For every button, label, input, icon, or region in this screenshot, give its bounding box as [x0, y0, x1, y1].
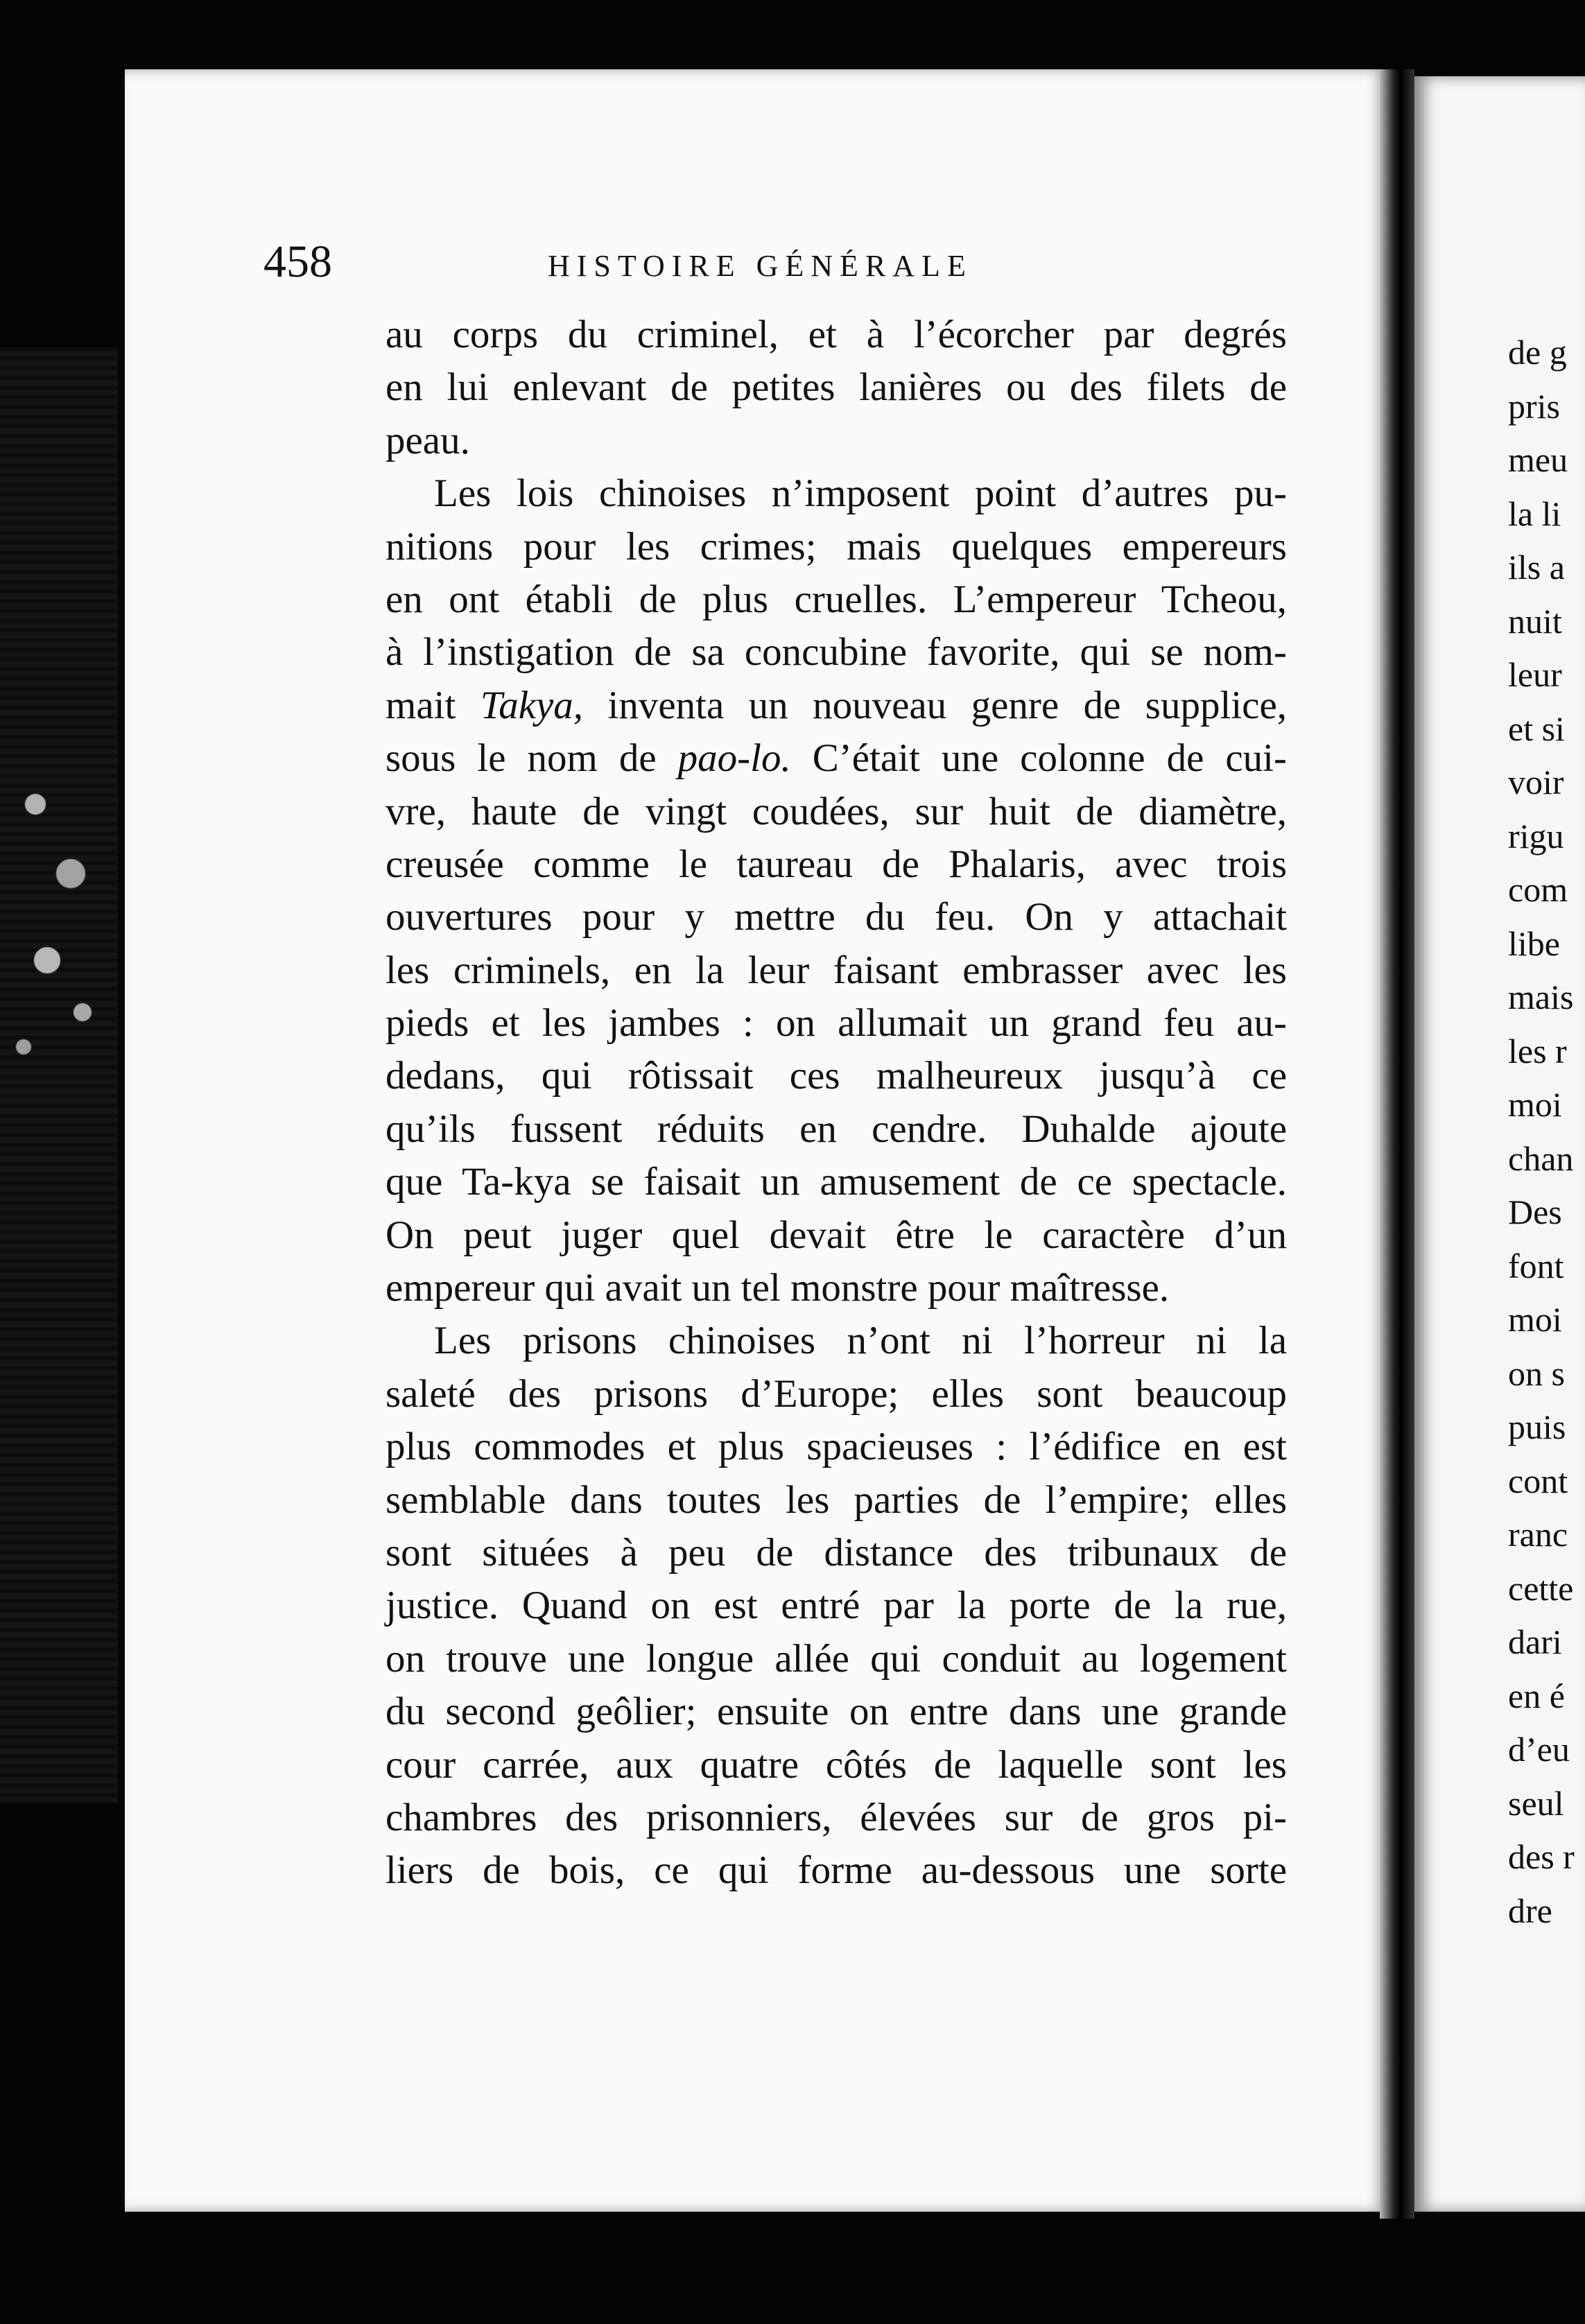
text-segment: mait — [386, 683, 480, 727]
facing-text-line: puis — [1508, 1407, 1566, 1446]
facing-text-line: les r — [1508, 1031, 1567, 1070]
facing-text-line: et si — [1508, 709, 1565, 748]
text-line: justice. Quand on est entré par la porte de la rue, — [386, 1584, 1287, 1628]
text-segment: inventa un nouveau genre de supplice, — [583, 683, 1288, 727]
facing-text-line: la li — [1508, 494, 1561, 533]
facing-text-line: d’eu — [1508, 1730, 1570, 1769]
facing-text-line: pris — [1508, 386, 1560, 426]
paragraph-start-line: Les prisons chinoises n’ont ni l’horreur ni la — [434, 1319, 1287, 1363]
text-line — [386, 679, 1287, 732]
text-line: pieds et les jambes : on allumait un grand feu au- — [386, 1001, 1287, 1046]
facing-text-line: dari — [1508, 1622, 1562, 1661]
facing-text-line: mais — [1508, 978, 1574, 1016]
page-number: 458 — [263, 236, 332, 287]
facing-text-line: leur — [1508, 655, 1562, 694]
facing-text-line: de g — [1508, 333, 1567, 372]
text-segment: C’était une colonne de cui- — [790, 736, 1288, 781]
text-line — [386, 732, 1287, 785]
running-head — [263, 236, 1290, 291]
text-line: chambres des prisonniers, élevées sur de gros pi- — [386, 1795, 1287, 1839]
facing-text-line: meu — [1508, 440, 1568, 479]
text-line: ouvertures pour y mettre du feu. On y attachait — [386, 895, 1287, 939]
facing-text-line: font — [1508, 1246, 1564, 1285]
text-line: en lui enlevant de petites lanières ou des filets de — [386, 365, 1287, 410]
facing-text-line: ils a — [1508, 548, 1565, 587]
italic-name-takya: Takya, — [480, 683, 584, 727]
facing-text-line: chan — [1508, 1138, 1574, 1178]
text-line: On peut juger quel devait être le caractère d’un — [386, 1213, 1287, 1257]
facing-text-line: seul — [1508, 1783, 1564, 1823]
facing-text-line: dre — [1508, 1891, 1552, 1930]
text-segment: sous le nom de — [386, 736, 678, 781]
facing-text-line: des r — [1508, 1837, 1575, 1876]
text-line: plus commodes et plus spacieuses : l’édifice en est — [386, 1425, 1287, 1469]
facing-text-line: ranc — [1508, 1515, 1568, 1554]
facing-text-line: nuit — [1508, 601, 1562, 641]
facing-page-text — [1508, 326, 1585, 1938]
scan-artifact — [0, 735, 118, 1082]
facing-text-line: moi — [1508, 1085, 1562, 1124]
facing-text-line: voir — [1508, 763, 1564, 801]
text-line: cour carrée, aux quatre côtés de laquelle sont les — [386, 1742, 1287, 1787]
text-line: peau. — [386, 418, 470, 462]
text-line: du second geôlier; ensuite on entre dans une grande — [386, 1690, 1287, 1734]
text-line: semblable dans toutes les parties de l’empire; elles — [386, 1477, 1287, 1522]
text-line: au corps du criminel, et à l’écorcher par degrés — [386, 313, 1287, 356]
text-line: saleté des prisons d’Europe; elles sont beaucoup — [386, 1371, 1287, 1416]
text-line: sont situées à peu de distance des tribunaux de — [386, 1530, 1287, 1575]
text-line: dedans, qui rôtissait ces malheureux jusqu’à ce — [386, 1054, 1287, 1098]
running-title: HISTOIRE GÉNÉRALE — [548, 249, 973, 283]
text-line: creusée comme le taureau de Phalaris, avec trois — [386, 842, 1287, 886]
facing-text-line: rigu — [1508, 816, 1564, 856]
text-line: que Ta-kya se faisait un amusement de ce spectacle. — [386, 1160, 1287, 1204]
body-text — [386, 309, 1287, 1898]
facing-text-line: moi — [1508, 1300, 1562, 1339]
paragraph-start-line: Les lois chinoises n’imposent point d’autres pu- — [434, 471, 1287, 516]
facing-text-line: cont — [1508, 1461, 1568, 1500]
page-gutter — [1380, 69, 1414, 2219]
facing-text-line: libe — [1508, 923, 1560, 963]
facing-text-line: on s — [1508, 1353, 1565, 1393]
facing-text-line: com — [1508, 870, 1568, 909]
text-line: qu’ils fussent réduits en cendre. Duhalde ajoute — [386, 1107, 1287, 1151]
text-line: vre, haute de vingt coudées, sur huit de diamètre, — [386, 789, 1287, 833]
facing-text-line: en é — [1508, 1676, 1565, 1715]
text-line: à l’instigation de sa concubine favorite, qui se nom- — [386, 630, 1287, 675]
text-line: nitions pour les crimes; mais quelques empereurs — [386, 524, 1287, 569]
text-line: liers de bois, ce qui forme au-dessous une sorte — [386, 1848, 1287, 1893]
italic-term-pao-lo: pao-lo. — [677, 736, 791, 781]
text-line: en ont établi de plus cruelles. L’empereur Tcheou, — [386, 577, 1287, 621]
text-line: empereur qui avait un tel monstre pour maîtresse. — [386, 1266, 1170, 1310]
text-line: les criminels, en la leur faisant embrasser avec les — [386, 948, 1287, 992]
facing-text-line: cette — [1508, 1568, 1574, 1608]
facing-text-line: Des — [1508, 1193, 1562, 1231]
text-line: on trouve une longue allée qui conduit au logement — [386, 1636, 1287, 1681]
